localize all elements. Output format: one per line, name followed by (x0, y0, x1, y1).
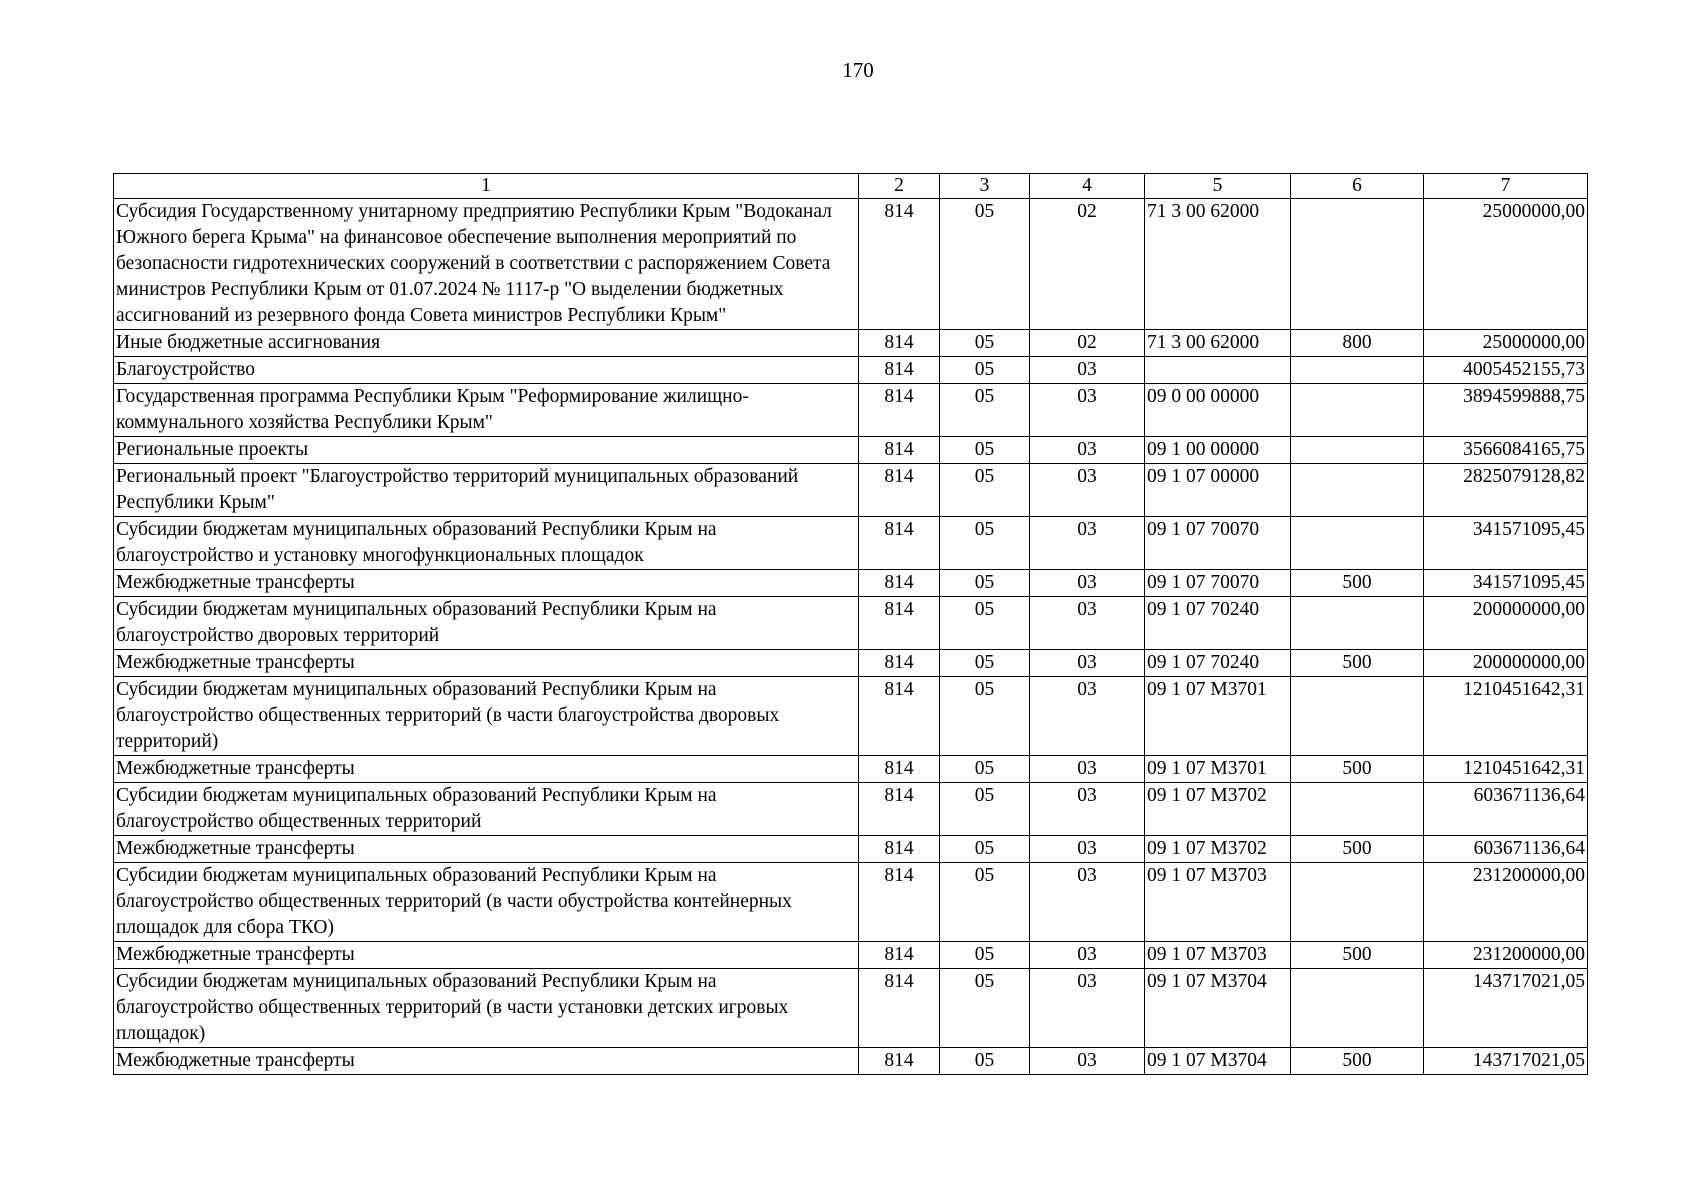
cell-c2: 814 (859, 650, 940, 677)
row-name-cell: Субсидии бюджетам муниципальных образований Республики Крым на благоустройство общественных территорий (в части обустройства контейнерных площадок для сбора ТКО) (114, 863, 859, 942)
cell-code: 09 1 07 М3702 (1145, 783, 1291, 836)
cell-code: 09 1 07 М3701 (1145, 756, 1291, 783)
cell-c4: 03 (1030, 863, 1145, 942)
cell-c2: 814 (859, 783, 940, 836)
cell-amount: 25000000,00 (1424, 199, 1588, 330)
cell-c4: 03 (1030, 437, 1145, 464)
table-row (114, 1048, 1588, 1075)
cell-type (1291, 863, 1424, 942)
cell-c4: 03 (1030, 570, 1145, 597)
cell-amount: 25000000,00 (1424, 330, 1588, 357)
row-name-cell: Субсидии бюджетам муниципальных образований Республики Крым на благоустройство общественных территорий (в части установки детских игровых площадок) (114, 969, 859, 1048)
cell-amount: 341571095,45 (1424, 570, 1588, 597)
cell-c4: 03 (1030, 836, 1145, 863)
cell-code: 09 1 07 М3703 (1145, 942, 1291, 969)
cell-amount: 200000000,00 (1424, 650, 1588, 677)
cell-code: 09 1 07 М3701 (1145, 677, 1291, 756)
row-name-cell: Субсидия Государственному унитарному предприятию Республики Крым "Водоканал Южного берега Крыма" на финансовое обеспечение выполнения мероприятий по безопасности гидротехнических сооружений в соответствии с распоряжением Совета министров Республики Крым от 01.07.2024 № 1117-р "О выделении бюджетных ассигнований из резервного фонда Совета министров Республики Крым" (114, 199, 859, 330)
cell-amount: 603671136,64 (1424, 783, 1588, 836)
cell-c4: 03 (1030, 942, 1145, 969)
cell-code: 09 1 00 00000 (1145, 437, 1291, 464)
column-header: 7 (1424, 174, 1588, 199)
cell-c2: 814 (859, 597, 940, 650)
row-name-cell: Межбюджетные трансферты (114, 756, 859, 783)
table-row (114, 330, 1588, 357)
cell-c2: 814 (859, 330, 940, 357)
row-name-cell: Субсидии бюджетам муниципальных образований Республики Крым на благоустройство общественных территорий (114, 783, 859, 836)
cell-type: 800 (1291, 330, 1424, 357)
cell-c4: 03 (1030, 384, 1145, 437)
cell-c4: 03 (1030, 650, 1145, 677)
cell-amount: 143717021,05 (1424, 969, 1588, 1048)
cell-type (1291, 199, 1424, 330)
table-row (114, 756, 1588, 783)
cell-type (1291, 437, 1424, 464)
cell-type (1291, 969, 1424, 1048)
cell-type (1291, 517, 1424, 570)
cell-c2: 814 (859, 384, 940, 437)
cell-c2: 814 (859, 464, 940, 517)
cell-type: 500 (1291, 836, 1424, 863)
table-row (114, 942, 1588, 969)
cell-c4: 03 (1030, 357, 1145, 384)
cell-c3: 05 (940, 836, 1030, 863)
cell-type (1291, 464, 1424, 517)
cell-type: 500 (1291, 756, 1424, 783)
page-number: 170 (842, 58, 874, 82)
cell-c2: 814 (859, 863, 940, 942)
column-header: 4 (1030, 174, 1145, 199)
cell-c4: 02 (1030, 199, 1145, 330)
cell-c2: 814 (859, 942, 940, 969)
cell-c3: 05 (940, 384, 1030, 437)
cell-type (1291, 357, 1424, 384)
cell-c3: 05 (940, 863, 1030, 942)
table-row (114, 677, 1588, 756)
table-row (114, 357, 1588, 384)
table-row (114, 464, 1588, 517)
row-name-cell: Субсидии бюджетам муниципальных образований Республики Крым на благоустройство общественных территорий (в части благоустройства дворовых территорий) (114, 677, 859, 756)
table-row (114, 836, 1588, 863)
row-name-cell: Субсидии бюджетам муниципальных образований Республики Крым на благоустройство и установку многофункциональных площадок (114, 517, 859, 570)
cell-amount: 200000000,00 (1424, 597, 1588, 650)
cell-c2: 814 (859, 677, 940, 756)
cell-c3: 05 (940, 570, 1030, 597)
cell-c4: 03 (1030, 677, 1145, 756)
row-name-cell: Межбюджетные трансферты (114, 1048, 859, 1075)
table-header-row (114, 174, 1588, 199)
cell-code (1145, 357, 1291, 384)
row-name-cell: Субсидии бюджетам муниципальных образований Республики Крым на благоустройство дворовых территорий (114, 597, 859, 650)
cell-c4: 03 (1030, 464, 1145, 517)
cell-c3: 05 (940, 597, 1030, 650)
cell-c2: 814 (859, 1048, 940, 1075)
cell-c3: 05 (940, 330, 1030, 357)
cell-c3: 05 (940, 650, 1030, 677)
cell-code: 09 1 07 70070 (1145, 517, 1291, 570)
cell-c4: 02 (1030, 330, 1145, 357)
cell-amount: 1210451642,31 (1424, 677, 1588, 756)
table-row (114, 783, 1588, 836)
cell-c3: 05 (940, 1048, 1030, 1075)
cell-amount: 341571095,45 (1424, 517, 1588, 570)
row-name-cell: Иные бюджетные ассигнования (114, 330, 859, 357)
cell-c2: 814 (859, 357, 940, 384)
row-name-cell: Межбюджетные трансферты (114, 942, 859, 969)
cell-code: 09 1 07 70070 (1145, 570, 1291, 597)
table-row (114, 597, 1588, 650)
cell-code: 71 3 00 62000 (1145, 330, 1291, 357)
table-row (114, 517, 1588, 570)
cell-c2: 814 (859, 570, 940, 597)
budget-table (113, 173, 1588, 1075)
cell-c4: 03 (1030, 756, 1145, 783)
cell-code: 09 1 07 М3704 (1145, 1048, 1291, 1075)
cell-code: 09 1 07 70240 (1145, 650, 1291, 677)
cell-code: 09 1 07 М3703 (1145, 863, 1291, 942)
cell-code: 71 3 00 62000 (1145, 199, 1291, 330)
cell-type: 500 (1291, 1048, 1424, 1075)
table-row (114, 199, 1588, 330)
table-row (114, 650, 1588, 677)
cell-type (1291, 597, 1424, 650)
cell-c3: 05 (940, 517, 1030, 570)
cell-type: 500 (1291, 650, 1424, 677)
cell-c3: 05 (940, 677, 1030, 756)
cell-amount: 1210451642,31 (1424, 756, 1588, 783)
cell-c3: 05 (940, 969, 1030, 1048)
cell-c3: 05 (940, 199, 1030, 330)
row-name-cell: Благоустройство (114, 357, 859, 384)
cell-type (1291, 783, 1424, 836)
row-name-cell: Региональные проекты (114, 437, 859, 464)
cell-type (1291, 677, 1424, 756)
row-name-cell: Государственная программа Республики Крым "Реформирование жилищно-коммунального хозяйства Республики Крым" (114, 384, 859, 437)
cell-c2: 814 (859, 756, 940, 783)
cell-c3: 05 (940, 756, 1030, 783)
cell-c2: 814 (859, 199, 940, 330)
cell-c3: 05 (940, 942, 1030, 969)
table-row (114, 384, 1588, 437)
cell-amount: 143717021,05 (1424, 1048, 1588, 1075)
cell-amount: 4005452155,73 (1424, 357, 1588, 384)
cell-code: 09 1 07 М3702 (1145, 836, 1291, 863)
cell-code: 09 1 07 00000 (1145, 464, 1291, 517)
cell-c3: 05 (940, 783, 1030, 836)
column-header: 6 (1291, 174, 1424, 199)
cell-c4: 03 (1030, 1048, 1145, 1075)
cell-c3: 05 (940, 437, 1030, 464)
cell-c2: 814 (859, 437, 940, 464)
cell-type (1291, 384, 1424, 437)
column-header: 3 (940, 174, 1030, 199)
cell-c4: 03 (1030, 517, 1145, 570)
cell-c3: 05 (940, 357, 1030, 384)
table-row (114, 437, 1588, 464)
cell-code: 09 1 07 М3704 (1145, 969, 1291, 1048)
cell-amount: 603671136,64 (1424, 836, 1588, 863)
cell-c2: 814 (859, 517, 940, 570)
cell-c2: 814 (859, 836, 940, 863)
cell-amount: 3894599888,75 (1424, 384, 1588, 437)
cell-c2: 814 (859, 969, 940, 1048)
cell-c4: 03 (1030, 783, 1145, 836)
cell-c3: 05 (940, 464, 1030, 517)
table-row (114, 969, 1588, 1048)
row-name-cell: Межбюджетные трансферты (114, 650, 859, 677)
cell-code: 09 1 07 70240 (1145, 597, 1291, 650)
cell-amount: 231200000,00 (1424, 863, 1588, 942)
cell-amount: 231200000,00 (1424, 942, 1588, 969)
row-name-cell: Межбюджетные трансферты (114, 570, 859, 597)
column-header: 1 (114, 174, 859, 199)
column-header: 2 (859, 174, 940, 199)
table-row (114, 863, 1588, 942)
row-name-cell: Региональный проект "Благоустройство территорий муниципальных образований Республики Крым" (114, 464, 859, 517)
cell-amount: 3566084165,75 (1424, 437, 1588, 464)
table-row (114, 570, 1588, 597)
cell-c4: 03 (1030, 597, 1145, 650)
cell-c4: 03 (1030, 969, 1145, 1048)
cell-amount: 2825079128,82 (1424, 464, 1588, 517)
cell-type: 500 (1291, 570, 1424, 597)
row-name-cell: Межбюджетные трансферты (114, 836, 859, 863)
cell-code: 09 0 00 00000 (1145, 384, 1291, 437)
cell-type: 500 (1291, 942, 1424, 969)
column-header: 5 (1145, 174, 1291, 199)
